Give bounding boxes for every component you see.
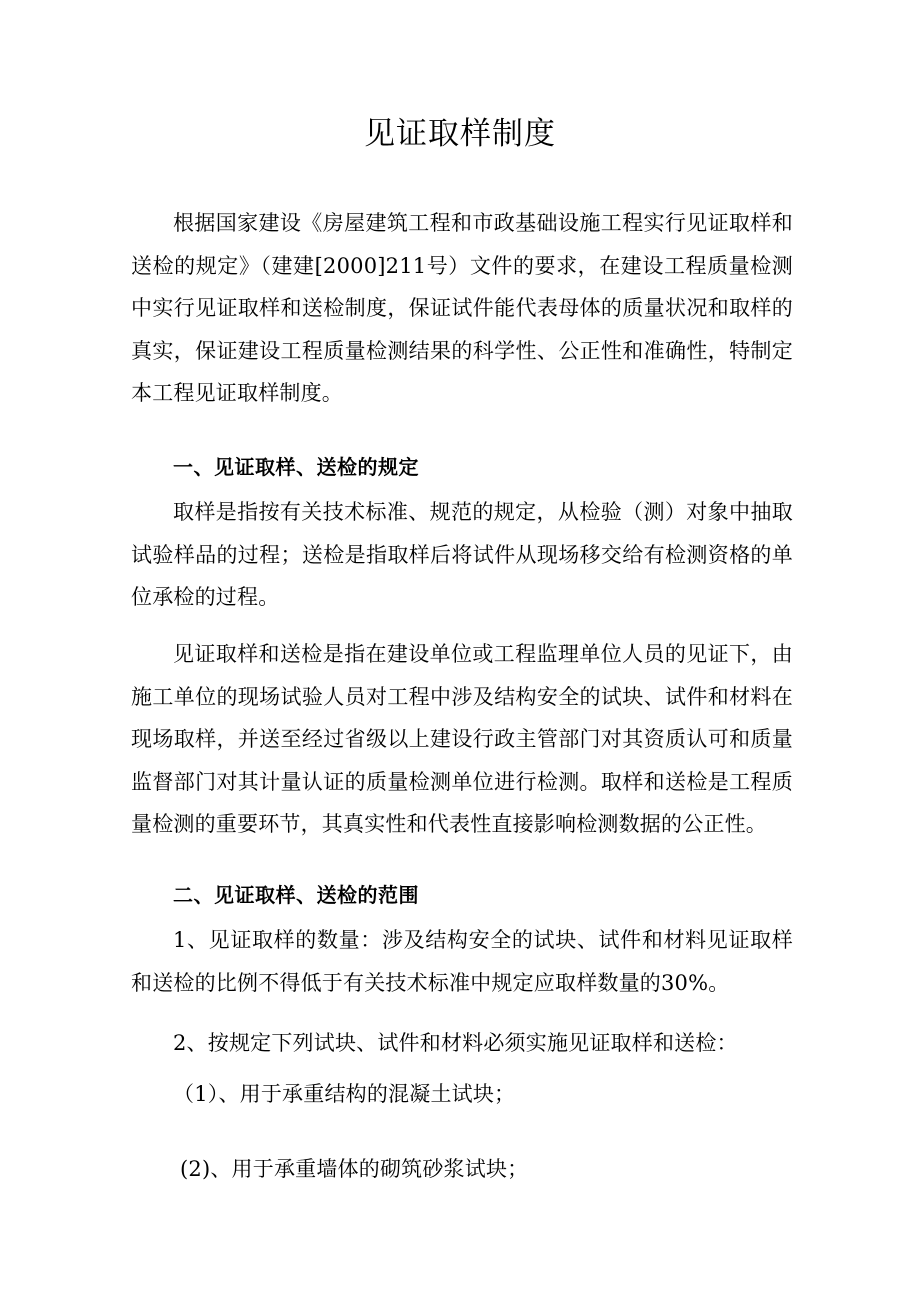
intro-paragraph: 根据国家建设《房屋建筑工程和市政基础设施工程实行见证取样和送检的规定》（建建[2000]211号）文件的要求，在建设工程质量检测中实行见证取样和送检制度，保证试件能代表母体的质量状况和取样的真实，保证建设工程质量检测结果的科学性、公正性和准确性，特制定本工程见证取样制度。 [131, 211, 793, 405]
section1-paragraph-1: 取样是指按有关技术标准、规范的规定，从检验（测）对象中抽取试验样品的过程；送检是指取样后将试件从现场移交给有检测资格的单位承检的过程。 [131, 500, 793, 609]
section2-sub-item-1: （1）、用于承重结构的混凝土试块； [173, 1082, 516, 1106]
section2-item-2: 2、按规定下列试块、试件和材料必须实施见证取样和送检： [173, 1031, 738, 1055]
section2-sub-item-2: (2)、用于承重墙体的砌筑砂浆试块； [180, 1157, 529, 1181]
section1-heading: 一、见证取样、送检的规定 [173, 455, 419, 479]
section1-paragraph-2: 见证取样和送检是指在建设单位或工程监理单位人员的见证下，由施工单位的现场试验人员对工程中涉及结构安全的试块、试件和材料在现场取样，并送至经过省级以上建设行政主管部门对其资质认可和质量监督部门对其计量认证的质量检测单位进行检测。取样和送检是工程质量检测的重要环节，其真实性和代表性直接影响检测数据的公正性。 [131, 642, 793, 836]
section2-item-1: 1、见证取样的数量：涉及结构安全的试块、试件和材料见证取样和送检的比例不得低于有关技术标准中规定应取样数量的30%。 [131, 928, 793, 995]
section2-heading: 二、见证取样、送检的范围 [173, 883, 419, 907]
document-title: 见证取样制度 [364, 116, 556, 152]
